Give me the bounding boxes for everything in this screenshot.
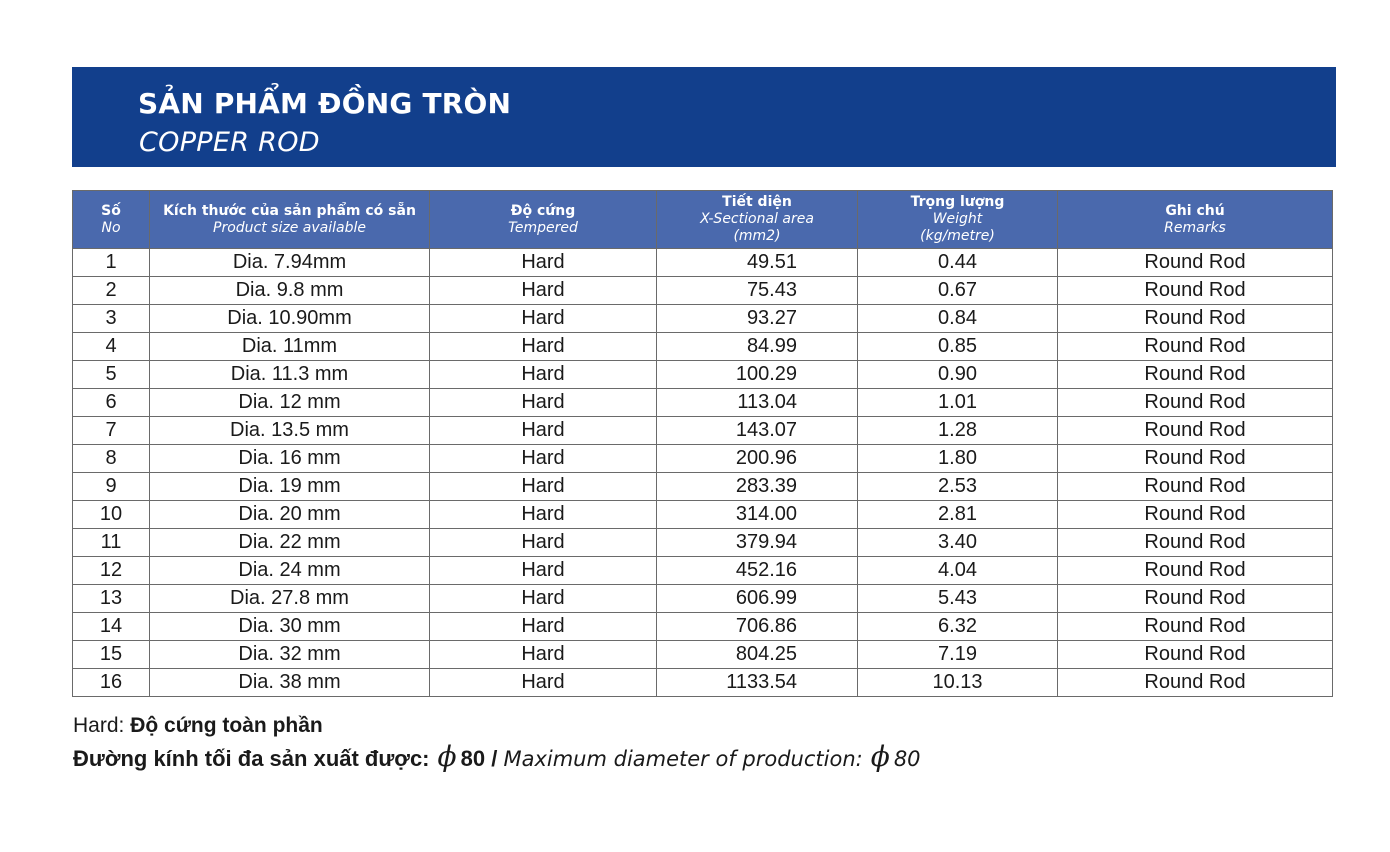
cell-area: 113.04: [657, 389, 858, 417]
cell-remarks: Round Rod: [1058, 557, 1333, 585]
table-row: [73, 277, 1333, 305]
cell-remarks: Round Rod: [1058, 501, 1333, 529]
table-row: [73, 333, 1333, 361]
table-row: [73, 613, 1333, 641]
cell-weight: 10.13: [858, 669, 1058, 697]
cell-area: 314.00: [657, 501, 858, 529]
header-label-en: Weight: [932, 211, 983, 227]
cell-remarks: Round Rod: [1058, 445, 1333, 473]
cell-tempered: Hard: [430, 333, 657, 361]
header-label-en: X-Sectional area: [700, 211, 814, 227]
hard-description: Độ cứng toàn phần: [130, 714, 323, 737]
hard-label: Hard:: [73, 714, 125, 737]
cell-tempered: Hard: [430, 417, 657, 445]
cell-no: 13: [73, 585, 150, 613]
cell-weight: 2.53: [858, 473, 1058, 501]
cell-area: 100.29: [657, 361, 858, 389]
cell-weight: 0.67: [858, 277, 1058, 305]
header-product-size: [150, 191, 430, 249]
header-weight: [858, 191, 1058, 249]
cell-tempered: Hard: [430, 585, 657, 613]
cell-no: 2: [73, 277, 150, 305]
table-row: [73, 501, 1333, 529]
max-diameter-label-vi: Đường kính tối đa sản xuất được:: [73, 746, 430, 771]
header-no: [73, 191, 150, 249]
cell-weight: 4.04: [858, 557, 1058, 585]
cell-remarks: Round Rod: [1058, 613, 1333, 641]
title-banner: [72, 67, 1336, 167]
table-row: [73, 557, 1333, 585]
cell-weight: 0.84: [858, 305, 1058, 333]
table-row: [73, 361, 1333, 389]
cell-no: 15: [73, 641, 150, 669]
table-row: [73, 669, 1333, 697]
cell-size: Dia. 7.94mm: [150, 249, 430, 277]
footnote-separator: /: [491, 746, 498, 771]
header-sectional-area: [657, 191, 858, 249]
cell-no: 16: [73, 669, 150, 697]
table-body: [73, 249, 1333, 697]
table-row: [73, 641, 1333, 669]
cell-tempered: Hard: [430, 361, 657, 389]
cell-size: Dia. 11mm: [150, 333, 430, 361]
cell-tempered: Hard: [430, 501, 657, 529]
cell-weight: 7.19: [858, 641, 1058, 669]
cell-area: 804.25: [657, 641, 858, 669]
max-diameter-label-en: Maximum diameter of production:: [503, 747, 863, 771]
cell-size: Dia. 22 mm: [150, 529, 430, 557]
cell-tempered: Hard: [430, 277, 657, 305]
cell-tempered: Hard: [430, 613, 657, 641]
cell-size: Dia. 30 mm: [150, 613, 430, 641]
header-label-en: Product size available: [213, 219, 366, 236]
table-row: [73, 473, 1333, 501]
cell-size: Dia. 9.8 mm: [150, 277, 430, 305]
cell-no: 14: [73, 613, 150, 641]
cell-remarks: Round Rod: [1058, 249, 1333, 277]
cell-size: Dia. 38 mm: [150, 669, 430, 697]
header-remarks: [1058, 191, 1333, 249]
table-row: [73, 249, 1333, 277]
cell-remarks: Round Rod: [1058, 641, 1333, 669]
cell-area: 706.86: [657, 613, 858, 641]
cell-tempered: Hard: [430, 389, 657, 417]
header-label-en: Remarks: [1164, 219, 1226, 236]
cell-area: 93.27: [657, 305, 858, 333]
cell-tempered: Hard: [430, 473, 657, 501]
hard-footnote: [73, 714, 323, 738]
table-row: [73, 529, 1333, 557]
cell-remarks: Round Rod: [1058, 585, 1333, 613]
cell-area: 452.16: [657, 557, 858, 585]
cell-size: Dia. 16 mm: [150, 445, 430, 473]
cell-no: 10: [73, 501, 150, 529]
table-row: [73, 417, 1333, 445]
cell-no: 6: [73, 389, 150, 417]
cell-tempered: Hard: [430, 529, 657, 557]
cell-remarks: Round Rod: [1058, 305, 1333, 333]
cell-remarks: Round Rod: [1058, 277, 1333, 305]
cell-no: 4: [73, 333, 150, 361]
max-diameter-value-en: 80: [893, 747, 921, 771]
cell-tempered: Hard: [430, 557, 657, 585]
table-row: [73, 445, 1333, 473]
cell-size: Dia. 13.5 mm: [150, 417, 430, 445]
cell-no: 11: [73, 529, 150, 557]
page-title-vietnamese: SẢN PHẨM ĐỒNG TRÒN: [138, 87, 512, 120]
cell-no: 3: [73, 305, 150, 333]
header-label-vi: Ghi chú: [1165, 202, 1225, 219]
header-label-vi: Tiết diện: [722, 194, 792, 210]
cell-area: 75.43: [657, 277, 858, 305]
cell-remarks: Round Rod: [1058, 473, 1333, 501]
cell-no: 12: [73, 557, 150, 585]
header-label-vi: Kích thước của sản phẩm có sẵn: [163, 202, 416, 219]
cell-tempered: Hard: [430, 249, 657, 277]
cell-size: Dia. 24 mm: [150, 557, 430, 585]
cell-area: 143.07: [657, 417, 858, 445]
header-label-en: No: [101, 219, 121, 236]
table-row: [73, 305, 1333, 333]
cell-weight: 1.80: [858, 445, 1058, 473]
header-row: [73, 191, 1333, 249]
cell-no: 9: [73, 473, 150, 501]
cell-no: 1: [73, 249, 150, 277]
cell-weight: 3.40: [858, 529, 1058, 557]
header-tempered: [430, 191, 657, 249]
cell-remarks: Round Rod: [1058, 417, 1333, 445]
cell-remarks: Round Rod: [1058, 389, 1333, 417]
cell-weight: 6.32: [858, 613, 1058, 641]
cell-size: Dia. 27.8 mm: [150, 585, 430, 613]
max-diameter-footnote: [73, 740, 921, 773]
cell-remarks: Round Rod: [1058, 361, 1333, 389]
cell-area: 379.94: [657, 529, 858, 557]
header-label-vi: Số: [101, 202, 121, 219]
cell-tempered: Hard: [430, 305, 657, 333]
header-unit: (mm2): [733, 228, 781, 244]
cell-weight: 5.43: [858, 585, 1058, 613]
copper-rod-spec-table: [72, 190, 1333, 697]
cell-tempered: Hard: [430, 445, 657, 473]
cell-size: Dia. 19 mm: [150, 473, 430, 501]
header-label-en: Tempered: [508, 219, 578, 236]
cell-size: Dia. 12 mm: [150, 389, 430, 417]
cell-area: 1133.54: [657, 669, 858, 697]
cell-size: Dia. 32 mm: [150, 641, 430, 669]
cell-weight: 1.01: [858, 389, 1058, 417]
table-row: [73, 585, 1333, 613]
page-title-english: COPPER ROD: [139, 127, 320, 158]
cell-weight: 0.90: [858, 361, 1058, 389]
cell-size: Dia. 10.90mm: [150, 305, 430, 333]
cell-area: 283.39: [657, 473, 858, 501]
cell-area: 606.99: [657, 585, 858, 613]
cell-no: 5: [73, 361, 150, 389]
cell-area: 84.99: [657, 333, 858, 361]
header-unit: (kg/metre): [920, 228, 995, 244]
cell-area: 49.51: [657, 249, 858, 277]
cell-area: 200.96: [657, 445, 858, 473]
cell-no: 7: [73, 417, 150, 445]
cell-weight: 2.81: [858, 501, 1058, 529]
header-label-vi: Trọng lượng: [910, 194, 1005, 210]
cell-no: 8: [73, 445, 150, 473]
cell-size: Dia. 20 mm: [150, 501, 430, 529]
cell-remarks: Round Rod: [1058, 529, 1333, 557]
cell-weight: 1.28: [858, 417, 1058, 445]
cell-remarks: Round Rod: [1058, 333, 1333, 361]
header-label-vi: Độ cứng: [510, 202, 576, 219]
cell-tempered: Hard: [430, 669, 657, 697]
cell-weight: 0.85: [858, 333, 1058, 361]
cell-tempered: Hard: [430, 641, 657, 669]
cell-weight: 0.44: [858, 249, 1058, 277]
table-header: [73, 191, 1333, 249]
max-diameter-value-vi: 80: [460, 746, 486, 771]
cell-size: Dia. 11.3 mm: [150, 361, 430, 389]
phi-symbol-vi: ϕ: [437, 740, 457, 773]
phi-symbol-en: ϕ: [870, 740, 890, 773]
table-row: [73, 389, 1333, 417]
cell-remarks: Round Rod: [1058, 669, 1333, 697]
